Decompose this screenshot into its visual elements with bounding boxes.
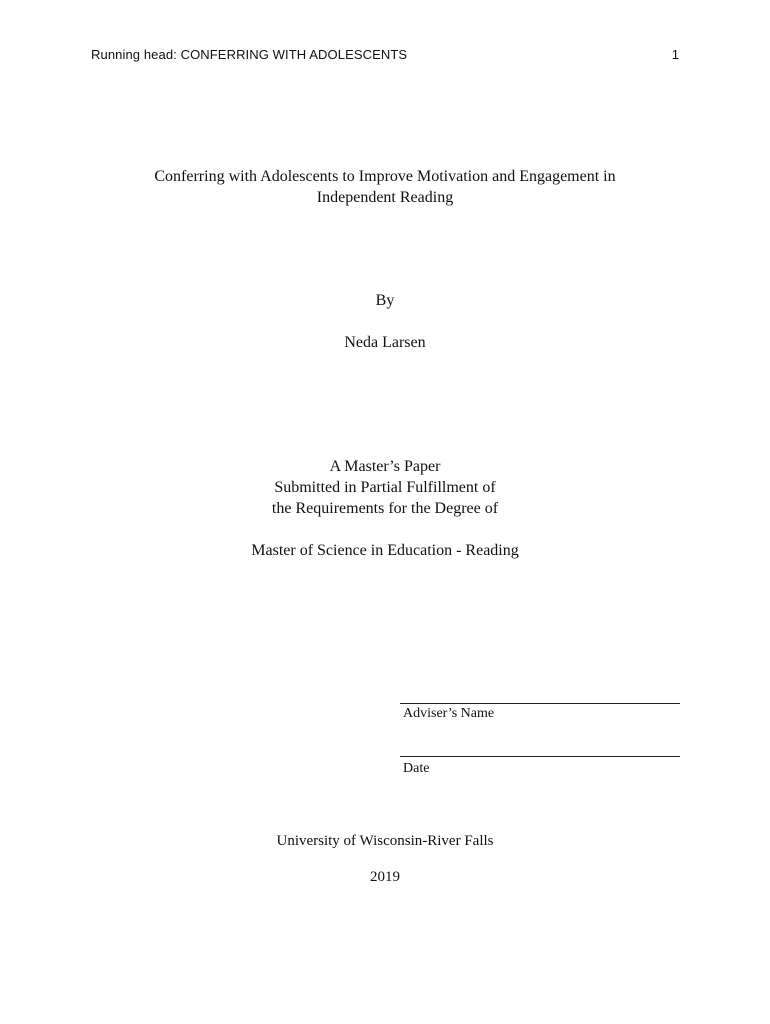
paper-title-line: Independent Reading	[316, 189, 454, 206]
adviser-name-label: Adviser’s Name	[403, 706, 495, 721]
paper-type-line: the Requirements for the Degree of	[271, 500, 499, 517]
paper-title	[0, 166, 770, 208]
degree-name: Master of Science in Education - Reading	[251, 542, 519, 559]
page-number: 1	[671, 47, 679, 62]
university-name: University of Wisconsin-River Falls	[276, 833, 494, 849]
adviser-signature-line	[400, 703, 680, 704]
running-head: Running head: CONFERRING WITH ADOLESCENTS	[91, 47, 408, 62]
date-label: Date	[403, 761, 430, 776]
paper-title-line: Conferring with Adolescents to Improve Motivation and Engagement in	[154, 168, 616, 185]
publication-year: 2019	[370, 869, 400, 885]
author-name: Neda Larsen	[344, 334, 426, 351]
paper-type-line: Submitted in Partial Fulfillment of	[274, 479, 496, 496]
paper-type-line: A Master’s Paper	[329, 458, 441, 475]
by-label: By	[375, 292, 395, 309]
date-signature-line	[400, 756, 680, 757]
paper-type	[0, 456, 770, 519]
